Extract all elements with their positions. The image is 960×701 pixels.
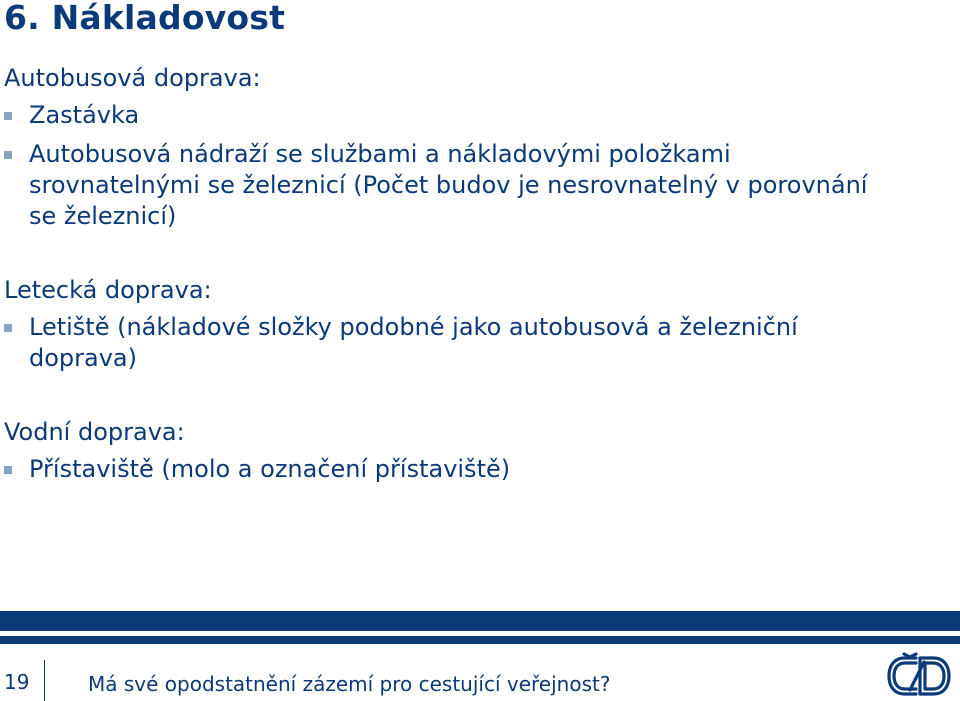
list-item-text: Zastávka (29, 101, 140, 129)
section-heading-water: Vodní doprava: (4, 418, 185, 446)
footer-stripe-bottom (0, 636, 960, 644)
cd-logo-icon (886, 652, 952, 700)
list-item (4, 100, 904, 131)
list-item (4, 312, 904, 374)
section-heading-air: Letecká doprava: (4, 276, 212, 304)
list-item (4, 454, 904, 485)
bullet-icon (4, 151, 12, 159)
list-item-text: Přístaviště (molo a označení přístaviště) (29, 455, 511, 483)
slide-title: 6. Nákladovost (4, 0, 286, 37)
bullet-icon (4, 112, 12, 120)
page-number: 19 (4, 670, 30, 694)
footer-question: Má své opodstatnění zázemí pro cestující veřejnost? (88, 672, 611, 696)
list-item-text: Autobusová nádraží se službami a nákladovými položkami srovnatelnými se železnicí (Počet budov je nesrovnatelný v porovnání se železnicí) (29, 140, 868, 230)
list-item-text: Letiště (nákladové složky podobné jako autobusová a železniční doprava) (29, 313, 798, 372)
bullet-icon (4, 324, 12, 332)
footer-stripe-top (0, 611, 960, 631)
section-heading-bus: Autobusová doprava: (4, 64, 261, 92)
footer-divider (44, 660, 45, 701)
list-item (4, 139, 904, 232)
bullet-icon (4, 466, 12, 474)
